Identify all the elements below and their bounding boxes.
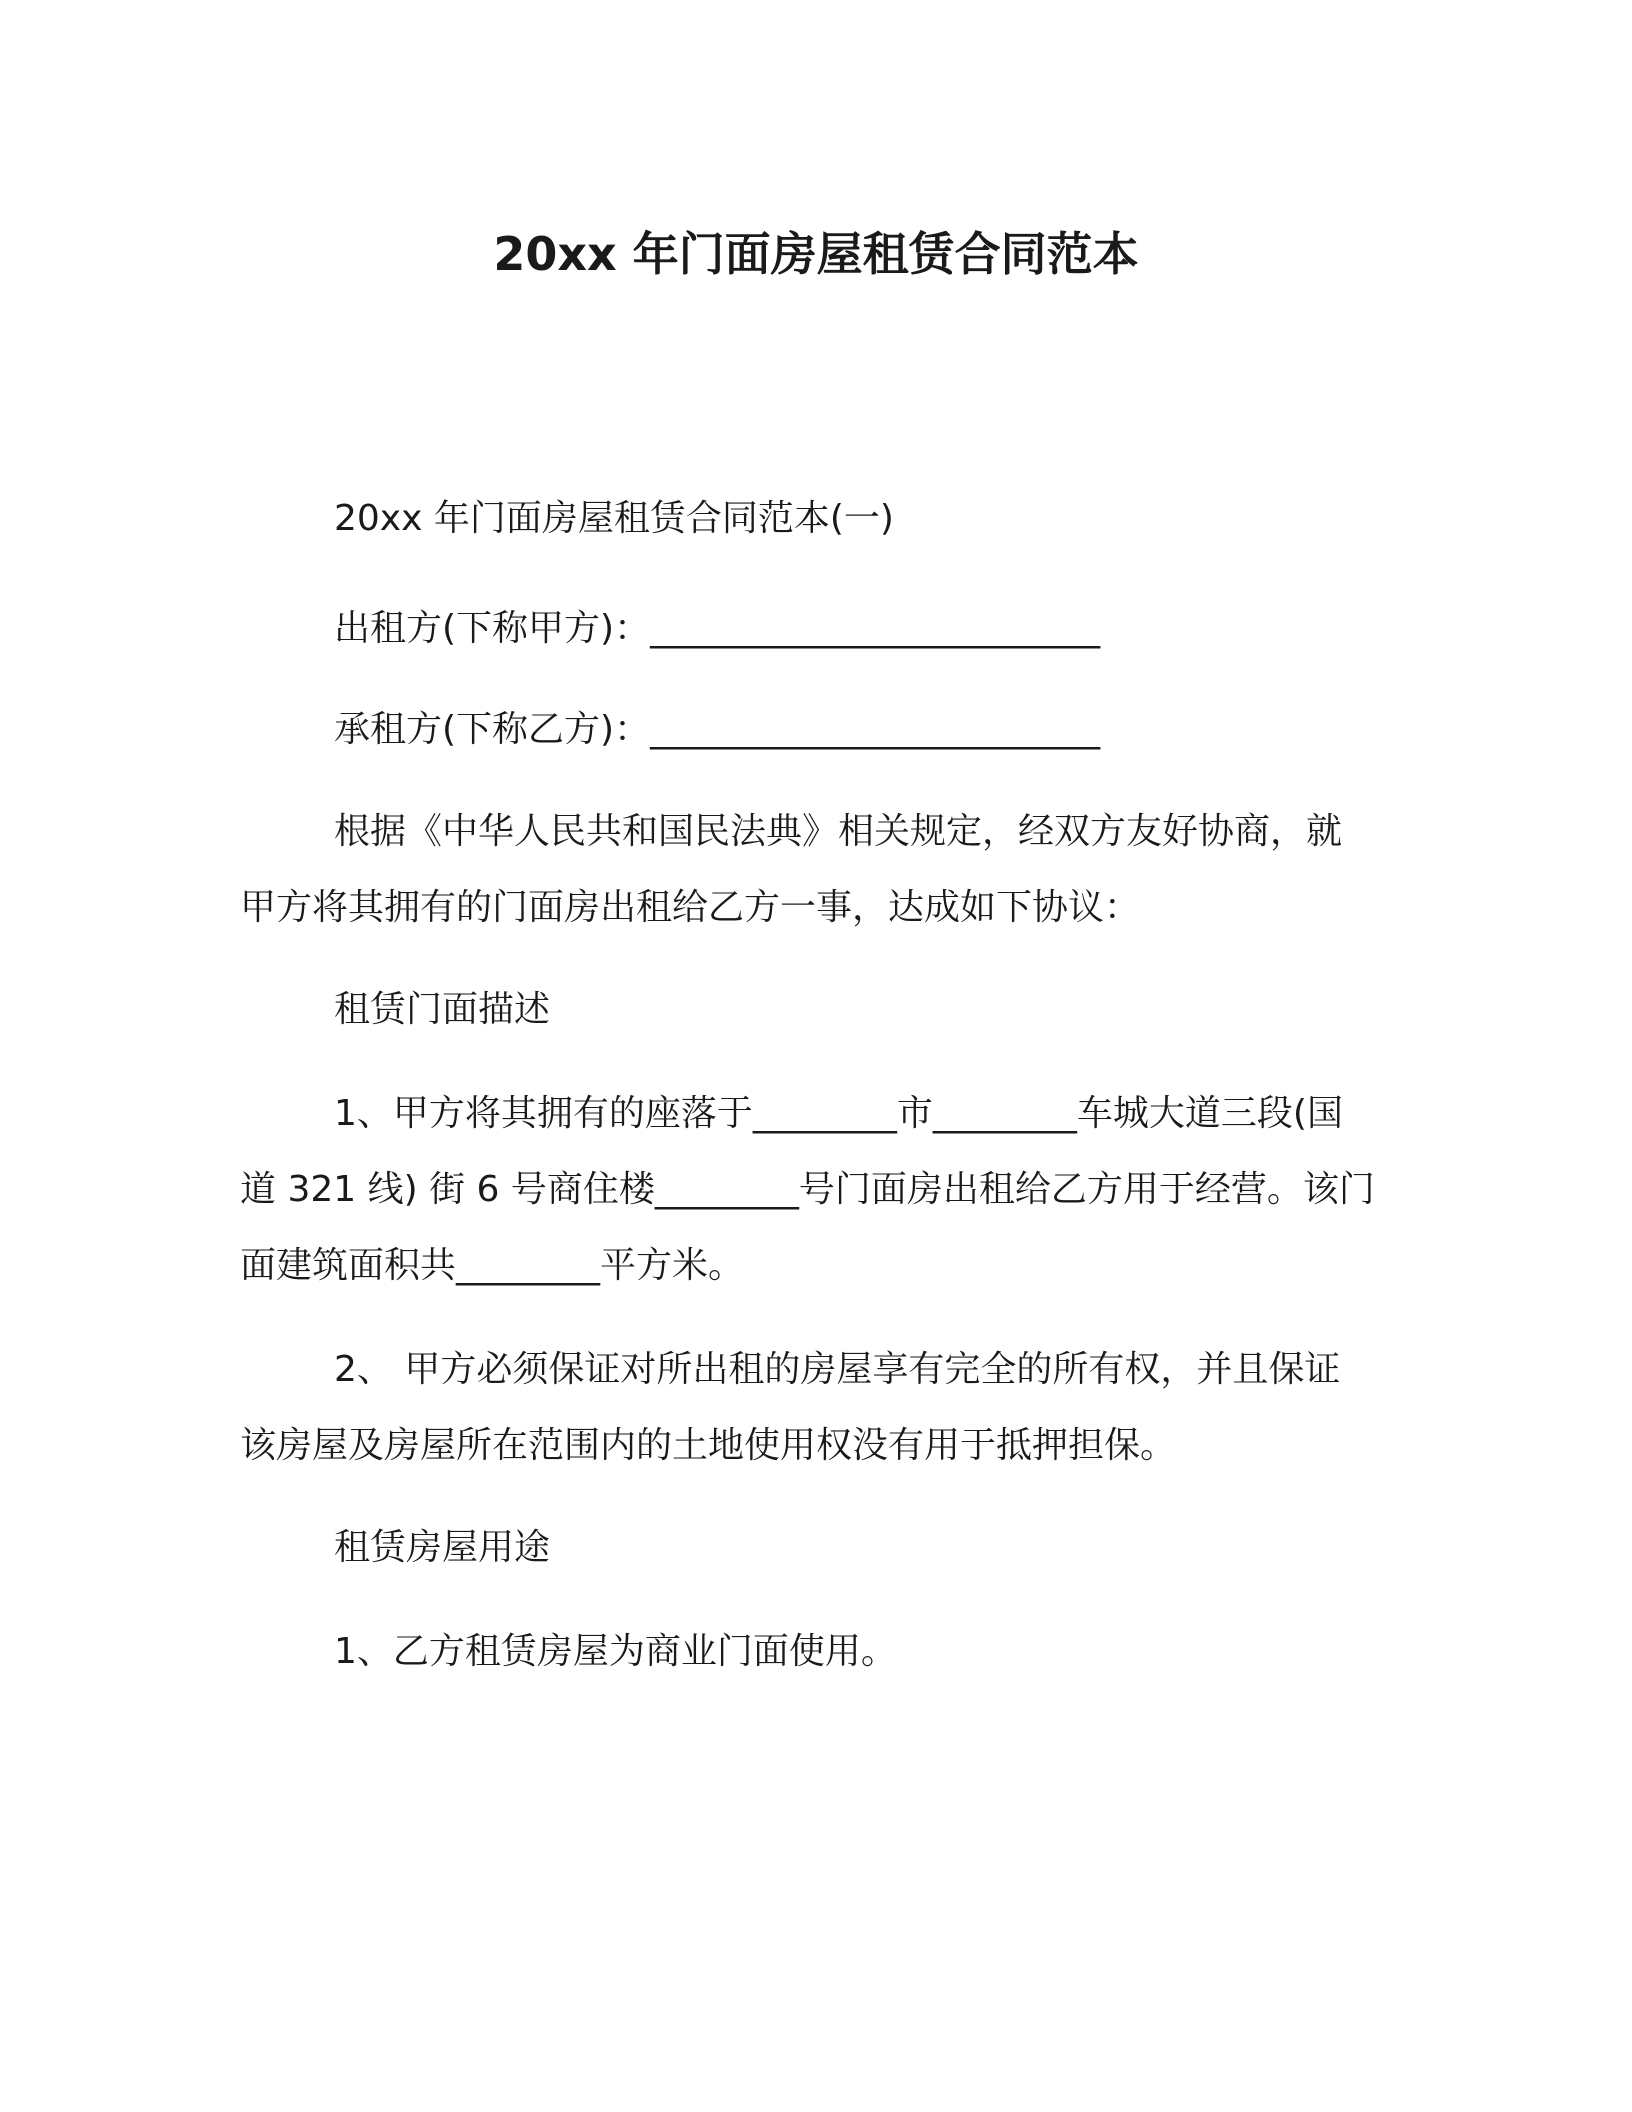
clause-1-line-2: 道 321 线) 街 6 号商住楼________号门面房出租给乙方用于经营。该门	[240, 1169, 1375, 1210]
preamble-line-1: 根据《中华人民共和国民法典》相关规定，经双方友好协商，就	[334, 811, 1343, 852]
lessor-line: 出租方(下称甲方)：_________________________	[334, 608, 1101, 649]
usage-clause-1: 1、乙方租赁房屋为商业门面使用。	[334, 1631, 897, 1672]
section-heading-usage: 租赁房屋用途	[334, 1527, 551, 1568]
clause-2-line-1: 2、 甲方必须保证对所出租的房屋享有完全的所有权，并且保证	[334, 1349, 1341, 1390]
clause-1-line-1: 1、甲方将其拥有的座落于________市________车城大道三段(国	[334, 1093, 1343, 1134]
section-heading-premises: 租赁门面描述	[334, 989, 551, 1030]
lessee-line: 承租方(下称乙方)：_________________________	[334, 709, 1101, 750]
clause-2-line-2: 该房屋及房屋所在范围内的土地使用权没有用于抵押担保。	[240, 1425, 1177, 1466]
contract-subtitle: 20xx 年门面房屋租赁合同范本(一)	[334, 498, 894, 539]
preamble-line-2: 甲方将其拥有的门面房出租给乙方一事，达成如下协议：	[240, 887, 1141, 928]
clause-1-line-3: 面建筑面积共________平方米。	[240, 1245, 745, 1286]
document-title: 20xx 年门面房屋租赁合同范本	[493, 227, 1139, 281]
